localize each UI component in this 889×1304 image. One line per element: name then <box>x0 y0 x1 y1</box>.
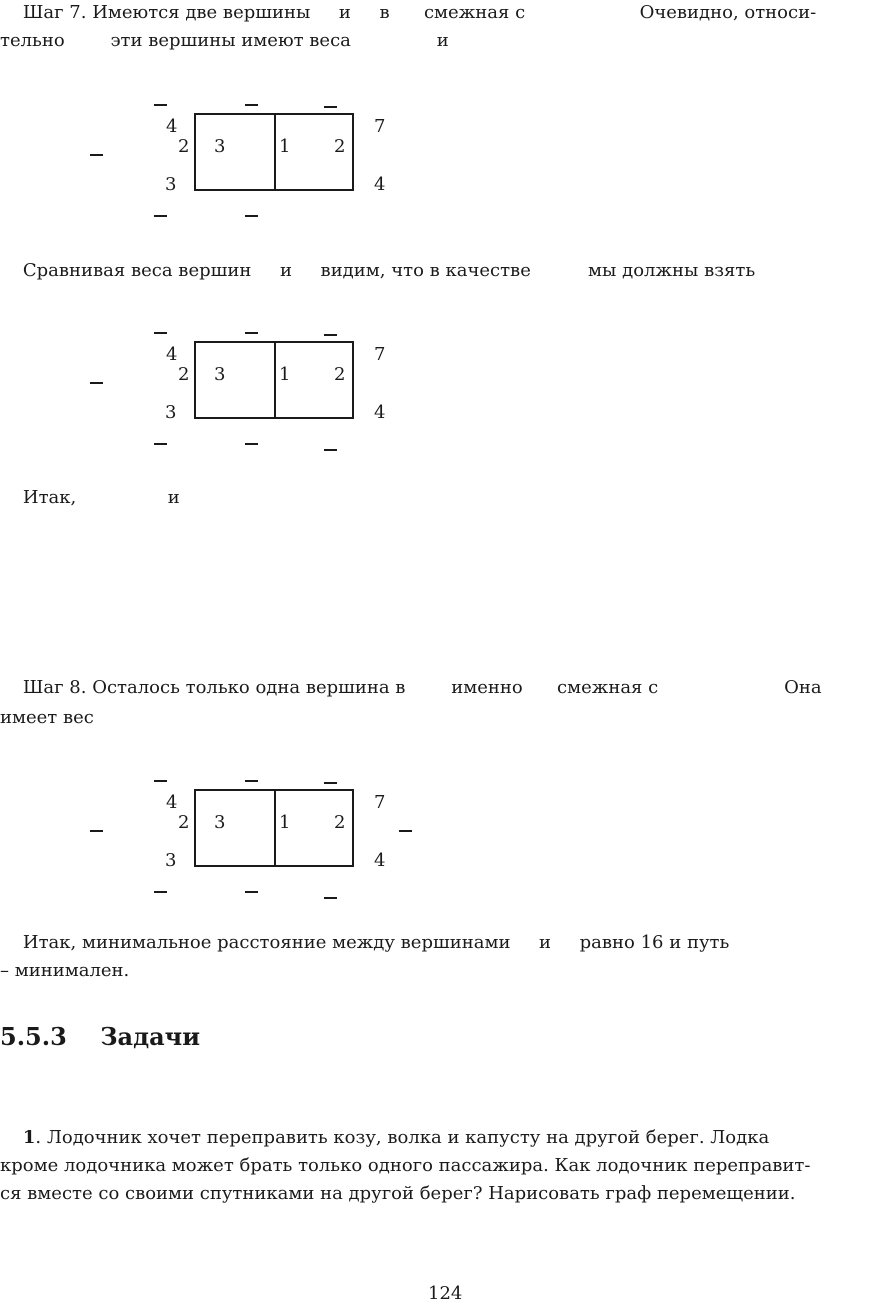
graph-box <box>194 113 354 191</box>
label: 1 <box>279 136 291 157</box>
graph-figure-2 <box>0 323 889 463</box>
graph-box <box>194 341 354 419</box>
label: 3 <box>214 136 226 157</box>
label: 2 <box>178 812 190 833</box>
problem-1-line2: кроме лодочника может брать только одного пассажира. Как лодочник переправит- <box>0 1155 811 1176</box>
step8-line1: Шаг 8. Осталось только одна вершина в именно смежная с Она <box>0 677 822 698</box>
label: 1 <box>279 812 291 833</box>
label: 4 <box>374 402 386 423</box>
graph-figure-1 <box>0 95 889 235</box>
label: 2 <box>334 812 346 833</box>
label: 2 <box>178 364 190 385</box>
result-line: Итак, и <box>0 487 180 508</box>
problem-text: . Лодочник хочет переправить козу, волка и капусту на другой берег. Лодка <box>35 1127 770 1148</box>
graph-figure-3 <box>0 771 889 911</box>
label: 4 <box>374 174 386 195</box>
graph-box <box>194 789 354 867</box>
label: 7 <box>374 116 386 137</box>
label: 4 <box>166 116 178 137</box>
section-heading <box>0 1022 200 1052</box>
label: 3 <box>165 402 177 423</box>
label: 4 <box>374 850 386 871</box>
section-title: Задачи <box>100 1022 201 1051</box>
label: 2 <box>334 136 346 157</box>
distance-line1: Итак, минимальное расстояние между вершинами и равно 16 и путь <box>0 932 730 953</box>
label: 2 <box>334 364 346 385</box>
step7-line1: Шаг 7. Имеются две вершины и в смежная с Очевидно, относи- <box>0 2 817 23</box>
label: 7 <box>374 792 386 813</box>
distance-line2: – минимален. <box>0 960 130 981</box>
label: 2 <box>178 136 190 157</box>
label: 7 <box>374 344 386 365</box>
label: 3 <box>165 850 177 871</box>
label: 3 <box>214 364 226 385</box>
problem-number: 1 <box>22 1127 36 1148</box>
compare-line: Сравнивая веса вершин и видим, что в качестве мы должны взять <box>0 260 756 281</box>
problem-1-line1 <box>0 1125 769 1151</box>
step8-line2: имеет вес <box>0 707 94 728</box>
section-number: 5.5.3 <box>0 1022 67 1051</box>
step7-line2: тельно эти вершины имеют веса и <box>0 30 449 51</box>
label: 3 <box>165 174 177 195</box>
page-number: 124 <box>428 1283 463 1304</box>
label: 4 <box>166 792 178 813</box>
label: 3 <box>214 812 226 833</box>
label: 4 <box>166 344 178 365</box>
label: 1 <box>279 364 291 385</box>
problem-1-line3: ся вместе со своими спутниками на другой берег? Нарисовать граф перемещении. <box>0 1183 796 1204</box>
